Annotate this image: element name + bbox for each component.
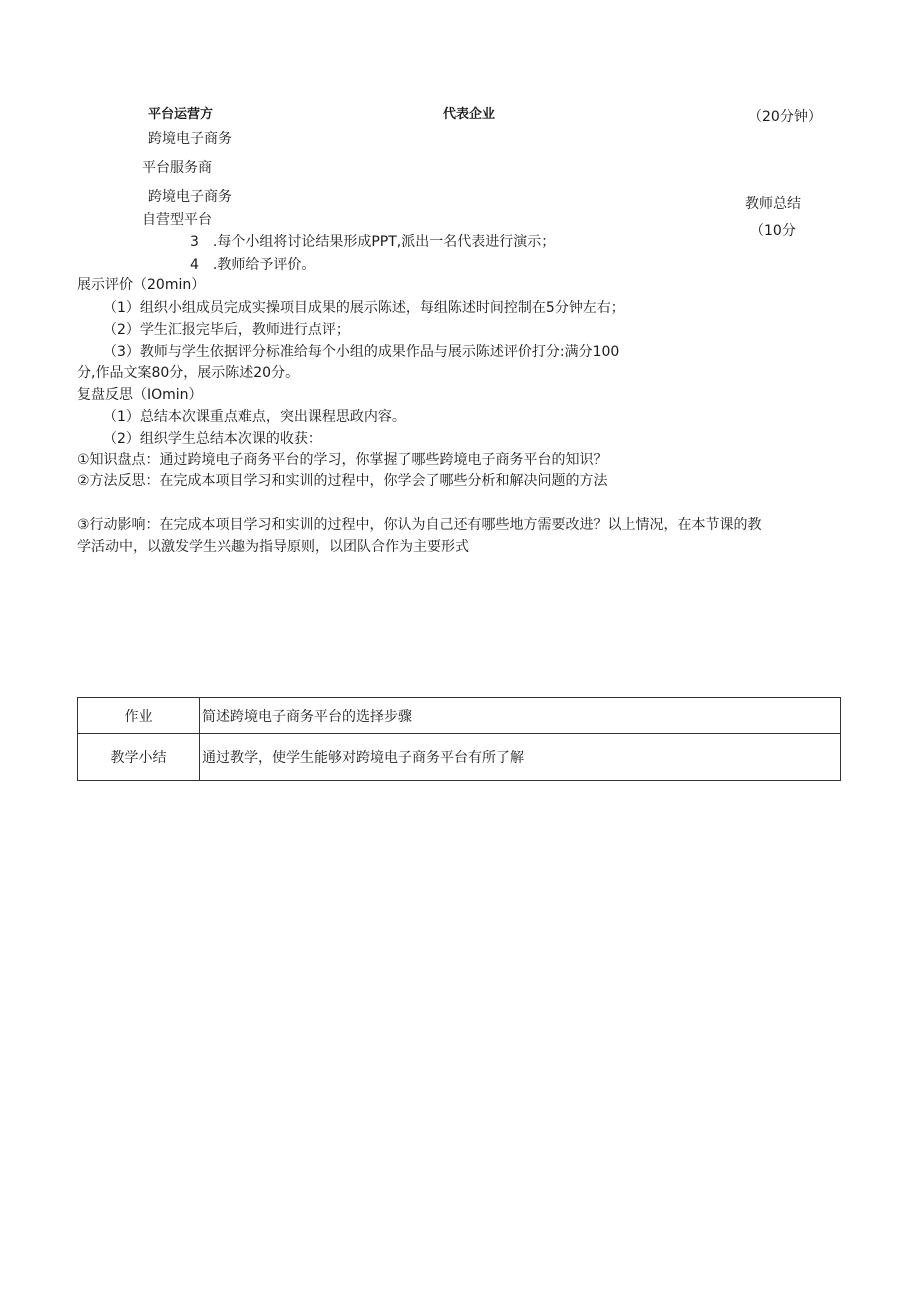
step-item: 4 .教师给予评价。 bbox=[190, 257, 316, 273]
reflection-point-method: ②方法反思：在完成本项目学习和实训的过程中，你学会了哪些分析和解决问题的方法 bbox=[77, 473, 608, 489]
platform-type-line: 跨境电子商务 bbox=[148, 131, 232, 147]
time-note-10: （10分 bbox=[750, 223, 796, 239]
homework-value: 简述跨境电子商务平台的选择步骤 bbox=[200, 698, 841, 734]
summary-value: 通过教学，使学生能够对跨境电子商务平台有所了解 bbox=[200, 734, 841, 781]
platform-type-line: 平台服务商 bbox=[142, 160, 212, 176]
evaluation-item: （1）组织小组成员完成实操项目成果的展示陈述，每组陈述时间控制在5分钟左右； bbox=[103, 300, 625, 316]
reflection-point-knowledge: ①知识盘点：通过跨境电子商务平台的学习，你掌握了哪些跨境电子商务平台的知识？ bbox=[77, 452, 608, 468]
reflection-item: （1）总结本次课重点难点，突出课程思政内容。 bbox=[103, 409, 406, 425]
column-header-enterprise: 代表企业 bbox=[443, 107, 496, 122]
evaluation-item-continued: 分,作品文案80分，展示陈述20分。 bbox=[77, 365, 300, 381]
reflection-impact-line: ③行动影响：在完成本项目学习和实训的过程中，你认为自己还有哪些地方需要改进？以上情况，在本节课的教 bbox=[77, 517, 762, 533]
section-heading-reflection: 复盘反思（IOmin） bbox=[77, 387, 203, 403]
platform-type-line: 跨境电子商务 bbox=[148, 189, 232, 205]
homework-label: 作业 bbox=[78, 698, 200, 734]
step-item: 3 .每个小组将讨论结果形成PPT,派出一名代表进行演示； bbox=[190, 234, 556, 250]
evaluation-item: （3）教师与学生依据评分标准给每个小组的成果作品与展示陈述评价打分:满分100 bbox=[103, 344, 620, 360]
column-header-operator: 平台运营方 bbox=[148, 107, 214, 122]
evaluation-item: （2）学生汇报完毕后，教师进行点评； bbox=[103, 322, 350, 338]
table-row-homework bbox=[78, 698, 841, 734]
reflection-impact-line: 学活动中，以激发学生兴趣为指导原则，以团队合作为主要形式 bbox=[77, 539, 469, 555]
time-note-20: （20分钟） bbox=[748, 109, 822, 125]
summary-label: 教学小结 bbox=[78, 734, 200, 781]
platform-type-line: 自营型平台 bbox=[142, 212, 212, 228]
teacher-summary-note: 教师总结 bbox=[745, 196, 801, 212]
table-row-summary bbox=[78, 734, 841, 781]
homework-summary-table bbox=[77, 697, 841, 781]
reflection-item: （2）组织学生总结本次课的收获： bbox=[103, 431, 322, 447]
section-heading-evaluation: 展示评价（20min） bbox=[77, 277, 206, 293]
